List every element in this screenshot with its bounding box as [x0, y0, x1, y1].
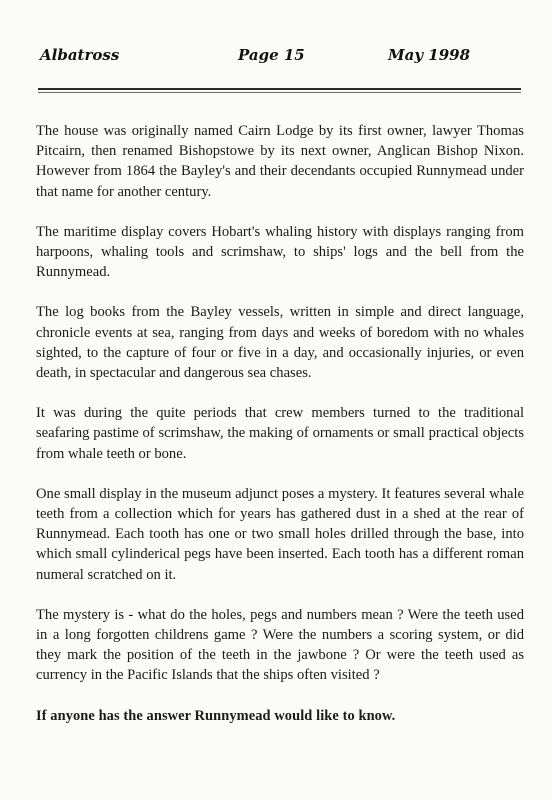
paragraph-maritime-display: The maritime display covers Hobart's whaling history with displays ranging from harpoons, whaling tools and scrimshaw, to ships' logs and the bell from the Runnymead. [36, 223, 524, 281]
page-header [36, 44, 524, 78]
paragraph-scrimshaw: It was during the quite periods that crew members turned to the traditional seafaring pastime of scrimshaw, the making of ornaments or small practical objects from whale teeth or bone. [36, 405, 524, 462]
paragraph-mystery-questions: The mystery is - what do the holes, pegs and numbers mean ? Were the teeth used in a long forgotten childrens game ? Were the numbers a scoring system, or did they mark the position of the teeth in the jawbone ? Or were the teeth used as currency in the Pacific Islands that the ships often visited ? [36, 606, 524, 684]
issue-date: May 1998 [388, 46, 471, 64]
paragraph-log-books: The log books from the Bayley vessels, written in simple and direct language, chronicle events at sea, ranging from days and weeks of boredom with no whales sighted, to the capture of four or five in a day, and occasionally injuries, or even death, in spectacular and dangerous sea chases. [36, 304, 524, 382]
article-body [36, 121, 524, 726]
closing-statement: If anyone has the answer Runnymead would like to know. [36, 707, 396, 724]
header-rule [38, 88, 521, 90]
paragraph-house-history: The house was originally named Cairn Lodge by its first owner, lawyer Thomas Pitcairn, then renamed Bishopstowe by its next owner, Anglican Bishop Nixon. However from 1864 the Bayley's and their decendants occupied Runnymead under that name for another century. [36, 123, 524, 200]
paragraph-mystery-display: One small display in the museum adjunct poses a mystery. It features several whale teeth from a collection which for years has gathered dust in a shed at the rear of Runnymead. Each tooth has one or two small holes drilled through the base, into which small cylinderical pegs have been inserted. Each tooth has a different roman numeral scratched on it. [36, 485, 524, 583]
publication-title: Albatross [40, 46, 120, 64]
header-rule-thin [38, 92, 521, 93]
page-number: Page 15 [238, 46, 305, 64]
